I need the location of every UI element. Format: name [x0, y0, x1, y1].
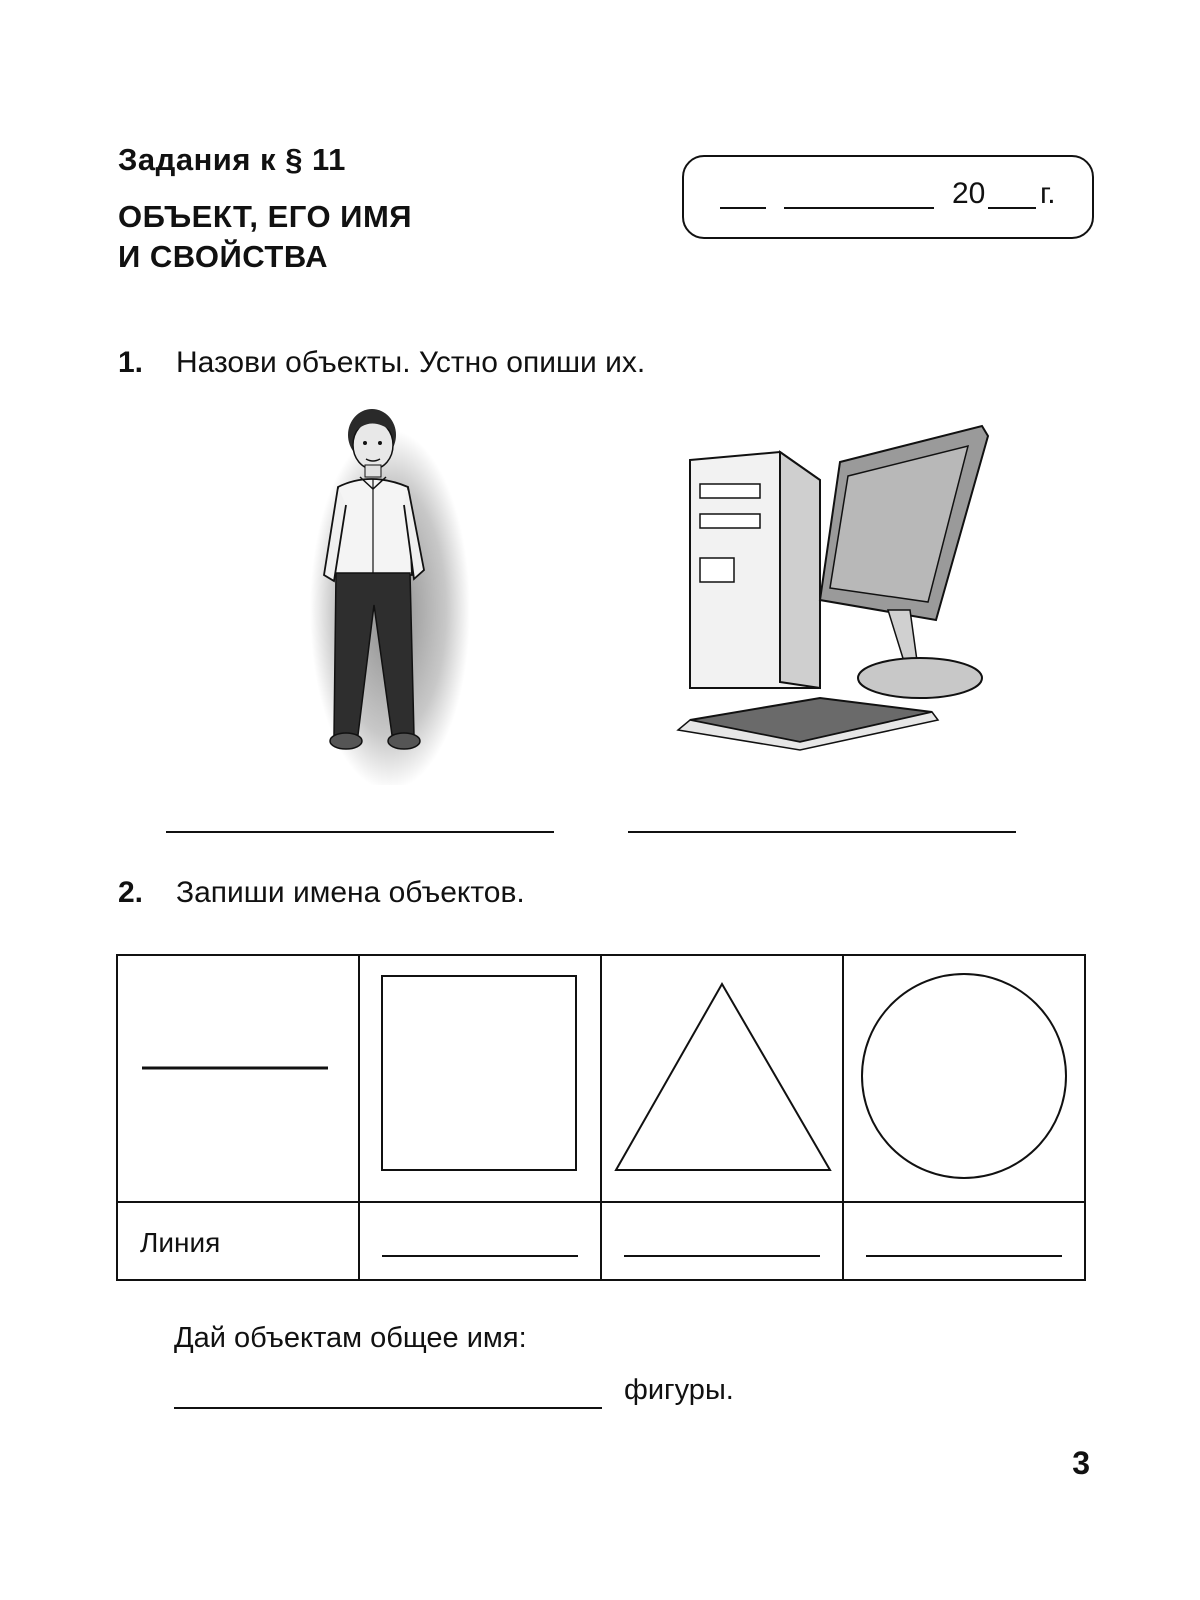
page-title-line2: И СВОЙСТВА: [118, 239, 329, 274]
date-year-blank[interactable]: [988, 179, 1036, 209]
shape-cell-triangle: [601, 955, 843, 1202]
shape-cell-circle: [843, 955, 1085, 1202]
line-name-label: Линия: [140, 1227, 221, 1258]
line-shape: [118, 956, 358, 1196]
shapes-table: [116, 954, 1086, 1281]
date-box: [682, 155, 1094, 239]
common-name-blank[interactable]: [174, 1407, 602, 1409]
computer-illustration: [670, 420, 990, 760]
date-year-prefix: 20: [952, 177, 986, 210]
page-title: [118, 197, 412, 277]
task1-text: Назови объекты. Устно опиши их.: [176, 346, 646, 379]
circle-name-blank[interactable]: [866, 1255, 1062, 1257]
boy-illustration: [310, 405, 470, 785]
triangle-name-blank[interactable]: [624, 1255, 820, 1257]
computer-answer-line[interactable]: [628, 831, 1016, 833]
square-name-blank[interactable]: [382, 1255, 578, 1257]
shape-cell-square: [359, 955, 601, 1202]
square-shape: [360, 956, 600, 1196]
boy-answer-line[interactable]: [166, 831, 554, 833]
task1-instruction: [118, 346, 645, 380]
common-name-suffix: фигуры.: [624, 1374, 734, 1406]
page-title-line1: ОБЪЕКТ, ЕГО ИМЯ: [118, 199, 413, 234]
name-cell-line: [117, 1202, 359, 1280]
task2-text: Запиши имена объектов.: [176, 876, 525, 909]
circle-shape: [844, 956, 1084, 1196]
date-day-blank[interactable]: [720, 179, 766, 209]
page-number: 3: [1072, 1445, 1090, 1481]
shape-cell-line: [117, 955, 359, 1202]
section-label: Задания к § 11: [118, 142, 346, 177]
task1-number: 1.: [118, 346, 144, 379]
name-cell-circle: [843, 1202, 1085, 1280]
common-name-prompt: Дай объектам общее имя:: [174, 1322, 527, 1354]
task2-instruction: [118, 876, 525, 910]
task2-number: 2.: [118, 876, 144, 909]
name-cell-square: [359, 1202, 601, 1280]
name-cell-triangle: [601, 1202, 843, 1280]
date-year-suffix: г.: [1040, 177, 1056, 210]
date-month-blank[interactable]: [784, 179, 934, 209]
triangle-shape: [602, 956, 842, 1196]
